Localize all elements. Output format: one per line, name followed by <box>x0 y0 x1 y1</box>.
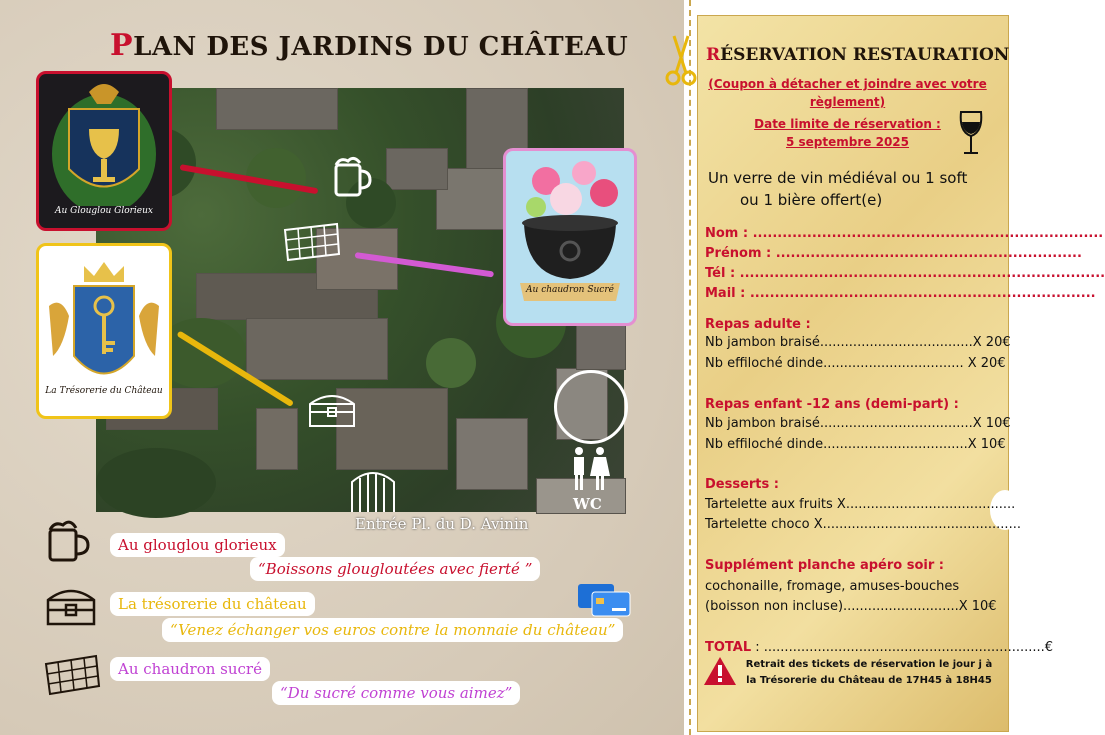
offer-line1: Un verre de vin médiéval ou 1 soft <box>708 169 968 187</box>
deadline-date: 5 septembre 2025 <box>786 135 909 149</box>
chaudron-sucre-badge <box>503 148 637 326</box>
child-turkey-line[interactable]: Nb effiloché dinde...................................X 10€ <box>705 437 1006 452</box>
coupon-note-line1: (Coupon à détacher et joindre avec votre <box>708 77 987 91</box>
field-nom[interactable]: Nom : ....................................................................... <box>705 226 1104 241</box>
restroom-icon <box>568 446 612 492</box>
legend-name-glouglou: Au glouglou glorieux <box>110 533 285 557</box>
dessert-fruit-line[interactable]: Tartelette aux fruits X......................................... <box>705 497 1016 512</box>
total-blank: : ....................................................................€ <box>751 640 1054 655</box>
wc-location-marker <box>554 370 628 444</box>
beer-mug-icon <box>46 518 90 564</box>
wc-label: WC <box>573 495 602 513</box>
adult-ham-line[interactable]: Nb jambon braisé.....................................X 20€ <box>705 335 1011 350</box>
field-tel[interactable]: Tél : .......................................................................... <box>705 266 1105 281</box>
beer-marker-icon <box>330 155 372 199</box>
chaudron-badge-label: Au chaudron Sucré <box>526 285 614 295</box>
legend-name-tresorerie: La trésorerie du château <box>110 592 315 616</box>
glouglou-glorieux-badge <box>36 71 172 231</box>
chest-marker-icon <box>306 390 358 428</box>
total-label: TOTAL <box>705 640 752 655</box>
pickup-notice-line2: la Trésorerie du Château de 17H45 à 18H45 <box>746 675 992 686</box>
treasure-chest-icon <box>44 586 98 626</box>
legend-tagline-chaudron: “Du sucré comme vous aimez” <box>272 681 520 705</box>
child-ham-line[interactable]: Nb jambon braisé.....................................X 10€ <box>705 416 1011 431</box>
credit-card-icon <box>576 582 632 618</box>
supplement-line[interactable]: (boisson non incluse)............................X 10€ <box>705 599 997 614</box>
cut-line <box>689 0 691 735</box>
field-prenom[interactable]: Prénom : .............................................................. <box>705 246 1082 261</box>
waffle-marker-icon <box>280 220 342 264</box>
legend-tagline-tresorerie: “Venez échanger vos euros contre la monnaie du château” <box>162 618 623 642</box>
plan-title-initial: P <box>110 28 134 63</box>
glouglou-badge-label: Au Glouglou Glorieux <box>47 206 161 216</box>
desserts-header: Desserts : <box>705 477 779 492</box>
reservation-title <box>706 45 1009 65</box>
total-line[interactable] <box>705 640 1053 655</box>
offer-line2: ou 1 bière offert(e) <box>740 191 883 209</box>
gate-icon <box>348 468 398 514</box>
reservation-title-initial: R <box>706 45 721 65</box>
wine-glass-icon <box>958 110 984 160</box>
legend-tagline-glouglou: “Boissons glougloutées avec fierté ” <box>250 557 540 581</box>
plan-title-text: LAN DES JARDINS DU CHÂTEAU <box>133 32 629 62</box>
scissors-icon <box>664 32 698 88</box>
pickup-notice-line1: Retrait des tickets de réservation le jour j à <box>745 659 993 670</box>
legend-name-chaudron: Au chaudron sucré <box>110 657 270 681</box>
adult-turkey-line[interactable]: Nb effiloché dinde.................................. X 20€ <box>705 356 1006 371</box>
field-mail[interactable]: Mail : ...................................................................... <box>705 286 1096 301</box>
supplement-detail: cochonaille, fromage, amuses-bouches <box>705 579 960 594</box>
tresorerie-badge <box>36 243 172 419</box>
adult-meal-header: Repas adulte : <box>705 317 811 332</box>
warning-icon <box>703 656 737 686</box>
coupon-note-line2: règlement) <box>809 95 886 109</box>
goblet-crest-icon <box>39 74 169 228</box>
supplement-header: Supplément planche apéro soir : <box>705 558 944 573</box>
plan-title <box>110 28 628 63</box>
entrance-label: Entrée Pl. du D. Avinin <box>355 515 529 533</box>
tresorerie-badge-label: La Trésorerie du Château <box>45 386 163 396</box>
deadline-label: Date limite de réservation : <box>754 117 941 131</box>
waffle-icon <box>42 652 102 696</box>
reservation-title-text: ÉSERVATION RESTAURATION <box>720 45 1010 65</box>
dessert-choco-line[interactable]: Tartelette choco X................................................ <box>705 517 1021 532</box>
candy-cauldron-icon <box>506 151 634 323</box>
child-meal-header: Repas enfant -12 ans (demi-part) : <box>705 397 959 412</box>
